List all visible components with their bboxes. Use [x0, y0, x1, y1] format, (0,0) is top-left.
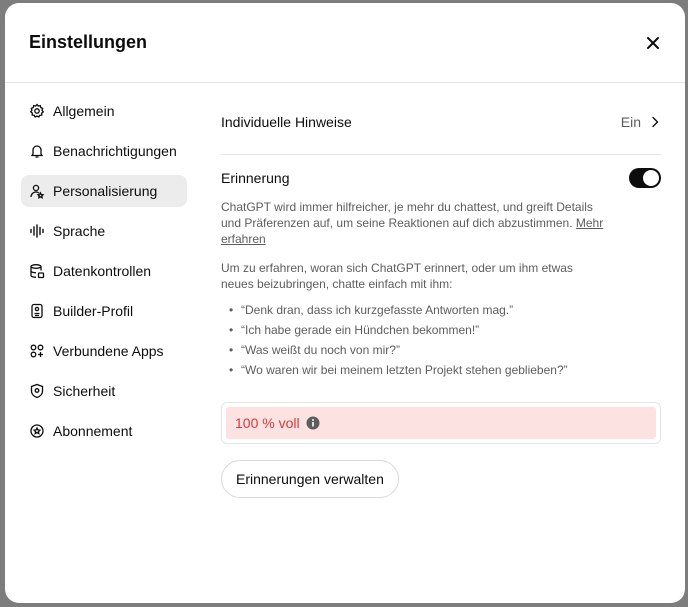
sidebar-item-datenkontrollen[interactable] [21, 255, 187, 287]
memory-label: Erinnerung [221, 170, 290, 186]
database-icon [29, 263, 45, 279]
sidebar-item-label: Verbundene Apps [53, 343, 164, 359]
toggle-knob [643, 170, 659, 186]
modal-body [5, 83, 685, 498]
gear-icon [29, 103, 45, 119]
memory-description-text: ChatGPT wird immer hilfreicher, je mehr du chattest, und greift Details und Präferenzen auf, um seine Reaktionen auf dich abzustimmen. [221, 200, 593, 230]
sidebar-item-label: Sicherheit [53, 383, 116, 399]
chevron-right-icon [649, 116, 661, 128]
memory-usage-box [221, 402, 661, 444]
id-card-icon [29, 303, 45, 319]
custom-instructions-label: Individuelle Hinweise [221, 113, 352, 130]
settings-sidebar [5, 83, 201, 498]
personalization-panel [201, 83, 685, 498]
close-icon [646, 36, 660, 50]
sidebar-item-sprache[interactable] [21, 215, 187, 247]
memory-usage-text: 100 % voll [235, 415, 300, 431]
sidebar-item-verbundene-apps[interactable] [21, 335, 187, 367]
sidebar-item-builder-profil[interactable] [21, 295, 187, 327]
custom-instructions-row [221, 103, 661, 155]
subscription-icon [29, 423, 45, 439]
info-icon[interactable] [306, 416, 320, 430]
sidebar-item-label: Benachrichtigungen [53, 143, 177, 159]
modal-header [5, 3, 685, 83]
sidebar-item-label: Allgemein [53, 103, 115, 119]
sidebar-item-label: Sprache [53, 223, 106, 239]
sidebar-item-abonnement[interactable] [21, 415, 187, 447]
sidebar-item-allgemein[interactable] [21, 95, 187, 127]
custom-instructions-status: Ein [620, 113, 641, 130]
learn-more-link[interactable]: Mehr erfahren [221, 216, 604, 246]
list-item: • “Ich habe gerade ein Hündchen bekommen!” [221, 320, 661, 340]
memory-usage-bar [226, 407, 656, 439]
manage-memories-button[interactable]: Erinnerungen verwalten [221, 460, 399, 498]
sidebar-item-sicherheit[interactable] [21, 375, 187, 407]
sidebar-item-label: Datenkontrollen [53, 263, 152, 279]
waveform-icon [29, 223, 45, 239]
modal-title: Einstellungen [29, 32, 148, 52]
close-button[interactable] [637, 27, 669, 59]
sidebar-item-personalisierung[interactable] [21, 175, 187, 207]
list-item: • “Was weißt du noch von mir?” [221, 340, 661, 360]
person-icon [29, 183, 45, 199]
sidebar-item-label: Builder-Profil [53, 303, 134, 319]
memory-examples-list [221, 300, 661, 380]
memory-instructions: Um zu erfahren, woran sich ChatGPT erinnert, oder um ihm etwas neues beizubringen, chatte einfach mit ihm: [221, 261, 573, 291]
apps-grid-icon [29, 343, 45, 359]
memory-toggle[interactable] [629, 168, 661, 188]
sidebar-item-benachrichtigungen[interactable] [21, 135, 187, 167]
sidebar-item-label: Abonnement [53, 423, 133, 439]
shield-icon [29, 383, 45, 399]
bell-icon [29, 143, 45, 159]
list-item: • “Denk dran, dass ich kurzgefasste Antworten mag.” [221, 300, 661, 320]
custom-instructions-value[interactable] [621, 114, 661, 130]
list-item: • “Wo waren wir bei meinem letzten Projekt stehen geblieben?” [221, 360, 661, 380]
memory-header [221, 167, 661, 189]
memory-description [221, 199, 613, 247]
settings-modal [5, 3, 685, 603]
sidebar-item-label: Personalisierung [53, 183, 158, 199]
